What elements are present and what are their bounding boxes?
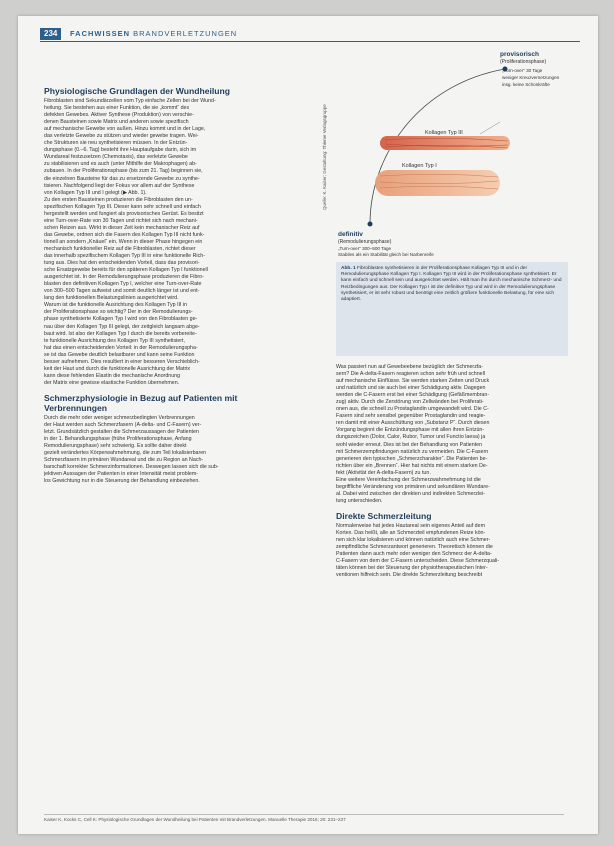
text-line: zu stabilisieren und es auch (unter Mithilfe der Makrophagen) ab- bbox=[44, 161, 197, 168]
text-line: che Strukturen sie neu synthetisieren müssen. In der Entzün- bbox=[44, 140, 188, 147]
text-line: zempfindliche Schmerzantwort generieren. Theoretisch können die bbox=[336, 544, 493, 551]
text-line: Fibroblasten sind Sekundärzellen vom Typ einfache Zellen bei der Wund- bbox=[44, 98, 216, 104]
label-provisorisch-sub: (Proliferationsphase) bbox=[500, 59, 547, 65]
text-line: se ist das Gewebe deutlich belastbarer und kann seine Funktion bbox=[44, 351, 195, 358]
text-line: tisieren. Nachfolgend liegt der Fokus vor allem auf der Synthese bbox=[44, 182, 195, 189]
text-line: blasten den definitiven Kollagen Typ I, welcher eine Turn-over-Rate bbox=[44, 281, 202, 288]
text-line: besser aufnehmen. Dies resultiert in einer besseren Verschieblich- bbox=[44, 358, 200, 365]
text-line: ausgerichtet ist. In der Remodulierungsphase produzieren die Fibro- bbox=[44, 274, 204, 281]
right-column bbox=[336, 364, 584, 579]
running-header bbox=[40, 28, 580, 41]
header-rule bbox=[40, 41, 580, 42]
text-line: Warum ist die funktionelle Ausrichtung des Kollagen Typ III in bbox=[44, 302, 188, 309]
bottom-bullets bbox=[338, 246, 434, 258]
text-line: und natürlich und sie auch bei einer Schädigung aktiv. Dagegen bbox=[336, 385, 486, 392]
header-section: FACHWISSEN bbox=[70, 29, 131, 38]
text-line: tung unterschieden. bbox=[336, 497, 383, 504]
text-line: eine Turn-over-Rate von 30 Tagen und richtet sich nach mechani- bbox=[44, 217, 198, 224]
text-line: ventionen hilfreich sein. Die direkte Schmerzleitung beschreibt bbox=[336, 572, 483, 579]
svg-text:insg. keine Schonkräfte: insg. keine Schonkräfte bbox=[502, 82, 550, 87]
text-line: schen Reizen aus. Wirkt in dieser Zeit kein mechanischer Reiz auf bbox=[44, 224, 200, 231]
wundheilung-text bbox=[44, 98, 298, 387]
text-line: richten über ein „Brennen“. Hier hat nichts mit einem starken De- bbox=[336, 462, 488, 469]
direkte-schmerzleitung-text bbox=[336, 523, 584, 579]
text-line: onen aus, die schnell zu Prostaglandin umgewandelt wird. Die C- bbox=[336, 406, 489, 413]
top-bullets bbox=[502, 68, 560, 87]
text-line: von 300–500 Tagen aufweist und somit deutlich länger ist und ent- bbox=[44, 288, 200, 295]
text-line: jektiven Aussagen der Patienten in einer Intensität meist problem- bbox=[44, 471, 198, 478]
text-line: fekt (Aktivität der A-delta-Fasern) zu tun. bbox=[336, 469, 431, 476]
text-line: der Haut werden auch Schmerzfasern (A-delta- und C-Fasern) ver- bbox=[44, 421, 202, 428]
text-line: heilung. Sie bestehen aus einer Funktion, die sie „kommt“ des bbox=[44, 105, 190, 112]
left-column bbox=[44, 86, 298, 485]
text-line: al. Dabei wird zwischen der direkten und indirekten Schmerzlei- bbox=[336, 490, 485, 497]
text-line: dungsphase (0.–6. Tag) besteht ihre Hauptaufgabe darin, sich im bbox=[44, 147, 197, 154]
text-line: te funktionelle Ausrichtung des Kollagen Typ III synthetisiert, bbox=[44, 337, 185, 344]
collagen-figure bbox=[330, 44, 560, 244]
label-definitiv: definitiv bbox=[338, 231, 363, 238]
text-line: der Proliferationsphase so wichtig? Der in der Remodulierungs- bbox=[44, 309, 193, 316]
text-line: hergestellt werden und fungiert als provisorisches Gerüst. Es besitzt bbox=[44, 210, 204, 217]
text-line: die einzelnen Bausteine für das zu ersetzende Gewebe zu synthe- bbox=[44, 175, 200, 182]
text-line: der Matrix eine gewisse elastische Funktion übernehmen. bbox=[44, 379, 180, 386]
arc-dot-bottom bbox=[368, 222, 373, 227]
text-line: das verletzte Gewebe zu stützen und wieder gewebe tragen. Wei- bbox=[44, 133, 199, 140]
text-line: zubauen. In der Proliferationsphase (bis zum 21. Tag) beginnen sie, bbox=[44, 168, 203, 175]
text-line: Kortex. Das heißt, alle an Schmerzteil empfundenen Reize kön- bbox=[336, 529, 486, 536]
text-line: das Gewebe, ordnen sich die Fasern des Kollagen Typ III nicht funk- bbox=[44, 231, 205, 238]
text-line: täten können bei der Steuerung der physiotherapeutischen Inter- bbox=[336, 565, 488, 572]
text-line: Durch die mehr oder weniger schmerzbedingten Verbrennungen bbox=[44, 414, 195, 421]
text-line: werden die C-Fasern erst bei einer Schädigung (Gefäßmembran- bbox=[336, 392, 490, 399]
text-line: letzt. Grundsätzlich gestalten die Schmerzaussagen der Patienten bbox=[44, 429, 199, 436]
text-line: mit Schmerzempfindungen natürlich zu vermeiden. Die C-Fasern bbox=[336, 448, 489, 455]
svg-text:„Turn-over“ 30 Tage: „Turn-over“ 30 Tage bbox=[502, 68, 543, 73]
text-line: denen Bausteinen sowie Matrix und anderen sowie spezifisch bbox=[44, 119, 189, 126]
label-provisorisch: provisorisch bbox=[500, 51, 540, 58]
document-page bbox=[18, 16, 598, 834]
text-line: kann diese fehlenden Elastin die mechanische Anordnung bbox=[44, 372, 181, 379]
text-line: in der 1. Behandlungsphase (frühe Proliferationsphase, Anfang bbox=[44, 436, 192, 443]
text-line: Wundareal festzusetzen (Chemotaxis), das verletzte Gewebe bbox=[44, 154, 188, 161]
header-topic: BRANDVERLETZUNGEN bbox=[133, 29, 238, 38]
text-line: baut wird. Ist also der Kollagen Typ I durch die bereits vorbereite- bbox=[44, 330, 197, 337]
text-line: sern? Die A-delta-Fasern reagieren schon sehr früh und schnell bbox=[336, 371, 485, 378]
text-line: Remodulierungsphase) sehr schwierig. Es sollte daher direkt bbox=[44, 443, 187, 450]
text-line: mechanisch funktioneller Reiz auf die Fibroblasten, richtet dieser bbox=[44, 245, 196, 252]
bottom-bullet: Stabiles als ein Stabilität gleich bei Narbenreife bbox=[338, 252, 434, 257]
heading-schmerzphysiologie: Schmerzphysiologie in Bezug auf Patienten mit Verbrennungen bbox=[44, 392, 238, 413]
text-line: gezielt verändertes Körperwahrnehmung, die zum Teil lokalisierbaren bbox=[44, 450, 207, 457]
text-line: Vorgang beginnt die Entzündungsphase mit allen ihren Entzün- bbox=[336, 427, 485, 434]
text-line: Zu den ersten Bausteinen produzieren die Fibroblasten den un- bbox=[44, 196, 193, 203]
schmerzphysiologie-text bbox=[44, 415, 298, 485]
header-title bbox=[70, 29, 237, 38]
label-definitiv-sub: (Remodulierungsphase) bbox=[338, 239, 392, 244]
text-line: keit der Haut und durch die funktionelle Ausrichtung der Matrix bbox=[44, 365, 191, 372]
text-line: Eine weitere Vereinfachung der Schmerzwahrnehmung ist die bbox=[336, 476, 481, 483]
label-collagen1: Kollagen Typ I bbox=[402, 163, 437, 169]
text-line: dungszeichen (Dolor, Calor, Rubor, Tumor und Functio laesa) ja bbox=[336, 434, 486, 441]
text-line: sche Ersatzgewebe bereits für den späteren Kollagen Typ I funktionell bbox=[44, 267, 208, 274]
caption-label: Abb. 1 bbox=[341, 266, 356, 271]
text-line: defekten Gewebes. Aktiver Synthese (Produktion) von verschie- bbox=[44, 112, 194, 119]
text-line: begriffliche Veränderung von primären und sekundären Wundare- bbox=[336, 483, 490, 490]
text-line: lang den funktionellen Belastungslinien ausgerichtet wird. bbox=[44, 295, 179, 302]
text-line: wohl wieder erneut. Dies ist bei der Behandlung von Patienten bbox=[336, 441, 483, 448]
text-line: ren damit mit einer Ausschüttung von „Substanz P“. Durch diesen bbox=[336, 420, 490, 427]
collagen-type1-bundle bbox=[375, 170, 500, 196]
text-line: das innerhalb spezifischem Kollagen Typ III in eine funktionelle Rich- bbox=[44, 253, 205, 260]
label-collagen3: Kollagen Typ III bbox=[425, 130, 463, 136]
text-line: Normalerweise hat jedes Hautareal sein eigenes Anteil auf dem bbox=[336, 522, 485, 529]
heading-wundheilung: Physiologische Grundlagen der Wundheilung bbox=[44, 86, 231, 96]
svg-text:weniger Kreuzvernetzungen: weniger Kreuzvernetzungen bbox=[502, 75, 560, 80]
text-line: spezifischen Kollagen Typ III. Dieser kann sehr schnell und einfach bbox=[44, 203, 201, 210]
text-line: zug) aktiv. Durch die Zerstörung von Zellwänden bei Proliferati- bbox=[336, 399, 484, 406]
collagen-type3-bundle bbox=[380, 136, 510, 150]
text-line: von Kollagen Typ III und I gelegt (▶ Abb. 1). bbox=[44, 189, 147, 196]
footer-reference: Kaiser K, Kocks C, Cell K: Physiologische Grundlagen der Wundheilung bei Patienten mit Brandverletzungen. Manuelle Therapie 2016; 20: 231–237 bbox=[44, 814, 564, 822]
text-line: nau über den Kollagen Typ III gelegt, der zeitgleich langsam abge- bbox=[44, 323, 200, 330]
text-line: auf mechanische Gewebe von außen. Hinzu kommt und in der Lage, bbox=[44, 126, 206, 133]
text-line: barschaft korrekter Schmerzinformationen. Deswegen lassen sich die sub- bbox=[44, 464, 219, 471]
text-line: phase synthetisierte Kollagen Typ I wird von den Fibroblasten ge- bbox=[44, 316, 198, 323]
figure-caption bbox=[336, 262, 568, 356]
bottom-bullet: „Turn-over“ 300–500 Tage bbox=[338, 246, 392, 251]
text-line: auf mechanische Einflüsse. Sie werden starken Zeiten und Druck bbox=[336, 378, 490, 385]
caption-text: Fibroblasten synthetisieren in der Proliferationsphase Kollagen Typ III und in der Remodulierungsphase Kollagen Typ I. Kollagen Typ III wird in der Proliferationsphase synthetisiert. Er kann einfach und schnell sein und ausgerichtet werden. Hält man ihn durch mechanische Schmerz- und Reizbedingungen aus. Der Kollagen Typ I ist der definitive Typ und wird in der Remodulierungsphase synthetisiert, er ist sehr robust und benötigt eine zeitlich größere funktionelle Belastung, für eine sich adaptiert. bbox=[341, 266, 562, 303]
text-line: hat das einen entscheidenden Vorteil: in der Remodulierungspha- bbox=[44, 344, 198, 351]
heading-direkte-schmerzleitung: Direkte Schmerzleitung bbox=[336, 510, 432, 521]
text-line: nen sich klar lokalisieren und können natürlich auch eine Schmer- bbox=[336, 537, 491, 544]
text-line: Was passiert nun auf Gewebeebene bezüglich der Schmerzfa- bbox=[336, 364, 484, 370]
text-line: los Gewichtung nur in die Steuerung der Behandlung einbeziehen. bbox=[44, 478, 200, 485]
figure-credit: Quelle: K. Kaiser; Gestaltung: Thieme Verlagsgruppe bbox=[322, 104, 327, 210]
text-line: Fasern sind sehr sensibel gegenüber Prostaglandin und reagie- bbox=[336, 413, 486, 420]
text-line: tionell an sondern „Knäuel“ ein. Wenn in dieser Phase hingegen ein bbox=[44, 238, 203, 245]
text-line: tung aus. Dies hat den entscheidenden Vorteil, dass das provisori- bbox=[44, 260, 200, 267]
text-line: Patienten dann auch mehr oder weniger den Schmerz der A-delta- bbox=[336, 551, 492, 558]
schmerzfasern-text bbox=[336, 364, 584, 505]
text-line: Schmerzfasern im primären Wundareal und die zu Region an Nach- bbox=[44, 457, 204, 464]
text-line: C-Fasern von dem der C-Fasern unterscheiden. Diese Schmerzquali- bbox=[336, 558, 500, 565]
text-line: generieren den typischen „Schmerzcharakter“. Die Patienten be- bbox=[336, 455, 488, 462]
page-number: 234 bbox=[40, 28, 61, 40]
